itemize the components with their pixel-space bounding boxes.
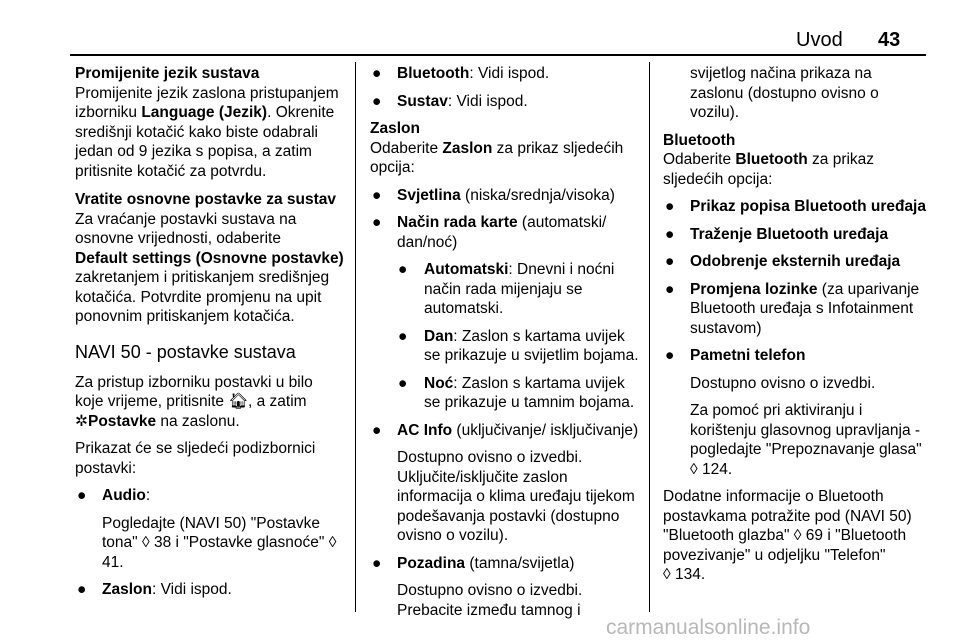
section-heading: Bluetooth — [663, 131, 736, 149]
page-ref-arrow-icon: ◊ — [141, 534, 150, 551]
menu-term: Bluetooth — [735, 151, 808, 168]
text: (tamna/svijetla) — [465, 554, 575, 572]
section-heading: Promijenite jezik sustava — [75, 65, 260, 82]
page-ref-arrow-icon: ◊ — [328, 534, 337, 551]
column-divider — [355, 62, 356, 612]
item-label: Sustav — [397, 92, 448, 110]
list-item — [370, 421, 640, 441]
column-3 — [663, 64, 928, 585]
home-icon: 🏠︎ — [228, 393, 249, 410]
bullet-icon: ● — [665, 198, 675, 215]
list-item — [370, 92, 640, 112]
paragraph — [370, 139, 640, 178]
bullet-icon: ● — [372, 554, 382, 572]
item-label: Svjetlina — [397, 186, 461, 204]
bullet-icon: ● — [77, 487, 87, 504]
item-label: Dan — [424, 327, 454, 345]
section-heading: Vratite osnovne postavke za sustav — [75, 191, 337, 208]
bullet-icon: ● — [372, 92, 382, 110]
text: (niska/srednja/visoka) — [460, 186, 615, 204]
bullet-icon: ● — [665, 253, 675, 270]
list-item — [75, 580, 345, 600]
menu-term: Zaslon — [442, 139, 493, 157]
item-label: Odobrenje eksternih uređaja — [690, 253, 901, 270]
list-item — [370, 186, 640, 206]
bullet-icon: ● — [77, 581, 87, 598]
list-item — [663, 280, 928, 339]
bullet-icon: ● — [372, 186, 382, 204]
menu-term: Postavke — [88, 412, 157, 430]
text: : Vidi ispod. — [151, 581, 232, 598]
watermark: carmanualsonline.info — [606, 616, 811, 639]
bullet-icon: ● — [398, 374, 408, 392]
text: Za pristup izborniku postavki u bilo koje vrijeme, pritisnite — [75, 373, 313, 410]
paragraph — [663, 487, 928, 585]
list-item — [370, 64, 640, 84]
page-ref-arrow-icon: ◊ — [793, 527, 802, 544]
menu-term: Language (Jezik) — [141, 104, 268, 121]
bullet-icon: ● — [372, 421, 382, 439]
paragraph — [75, 84, 345, 182]
text: (za uparivanje Bluetooth uređaja s Infotainment sustavom) — [690, 280, 920, 337]
list-item — [75, 486, 345, 506]
item-label: Traženje Bluetooth uređaja — [690, 225, 889, 243]
list-item — [370, 554, 640, 574]
list-item — [663, 197, 928, 217]
settings-gear-icon: ✲ — [75, 412, 88, 430]
item-label: Bluetooth — [397, 65, 470, 82]
text: : Vidi ispod. — [469, 65, 550, 82]
list-item — [663, 225, 928, 245]
bullet-icon: ● — [398, 261, 408, 278]
column-1 — [75, 64, 345, 608]
text: , a zatim — [248, 393, 307, 410]
paragraph: Prikazat će se sljedeći podizbornici postavki: — [75, 440, 316, 477]
header-title: Uvod — [796, 29, 843, 51]
bullet-icon: ● — [665, 280, 675, 298]
text: Za vraćanje postavki sustava na osnovne vrijednosti, odaberite — [75, 210, 297, 247]
text: . Okrenite središnji kotačić kako biste odabrali jedan od 9 jezika s popisa, a zatim pritisnite kotačić za potvrdu. — [75, 104, 335, 180]
text: (automatski/ dan/noć) — [397, 214, 607, 251]
text: : Zaslon s kartama uvijek se prikazuje u svijetlim bojama. — [424, 327, 639, 364]
page-number: 43 — [878, 29, 901, 51]
paragraph — [75, 373, 345, 432]
text: 41. — [102, 553, 124, 571]
item-label: AC Info — [397, 421, 453, 439]
text: : Vidi ispod. — [447, 92, 528, 110]
list-item — [663, 346, 928, 366]
item-label: Automatski — [424, 261, 509, 278]
page-header — [0, 28, 960, 56]
bullet-icon: ● — [665, 225, 675, 243]
bullet-icon: ● — [372, 214, 382, 231]
column-divider — [649, 62, 650, 612]
sub-list-item — [370, 260, 640, 319]
text: Odaberite — [663, 151, 736, 168]
text: Za pomoć pri aktiviranju i korištenju glasovnog upravljanja - pogledajte "Prepoznavanje glasa" — [690, 402, 922, 458]
item-label: Audio — [102, 487, 146, 504]
item-label: Prikaz popisa Bluetooth uređaja — [690, 198, 926, 215]
text: zakretanjem i pritiskanjem središnjeg kotačića. Potvrdite promjenu na upit ponovnim pritiskanjem kotačića. — [75, 269, 330, 325]
item-label: Noć — [424, 374, 454, 392]
item-description — [75, 514, 345, 573]
column-2 — [370, 64, 640, 628]
text: : Dnevni i noćni način rada mijenjaju se automatski. — [424, 261, 615, 317]
text: 69 i "Bluetooth povezivanje" u odjeljku "Telefon" — [663, 527, 907, 564]
bullet-icon: ● — [372, 65, 382, 82]
text: Pogledajte (NAVI 50) "Postavke tona" — [102, 514, 321, 551]
page-ref-arrow-icon: ◊ — [690, 460, 698, 478]
text: (uključivanje/ isključivanje) — [452, 421, 639, 439]
list-item — [370, 213, 640, 252]
item-label: Pozadina — [397, 554, 466, 572]
text: Dodatne informacije o Bluetooth postavkama potražite pod (NAVI 50) "Bluetooth glazba" — [663, 488, 912, 544]
item-description — [663, 401, 928, 479]
item-description-continued: svijetlog načina prikaza na zaslonu (dostupno ovisno o vozilu). — [690, 65, 879, 121]
text: 38 i "Postavke glasnoće" — [149, 534, 329, 551]
item-label: Pametni telefon — [690, 347, 806, 364]
paragraph — [663, 150, 928, 189]
item-description: Dostupno ovisno o izvedbi. Prebacite između tamnog i — [397, 582, 583, 619]
text: za prikaz sljedećih opcija: — [370, 139, 624, 176]
text: Promijenite jezik zaslona pristupanjem izborniku — [75, 84, 339, 121]
bullet-icon: ● — [398, 327, 408, 345]
sub-list-item — [370, 374, 640, 413]
menu-term: Default settings (Osnovne postavke) — [75, 249, 344, 267]
paragraph — [75, 210, 345, 327]
section-heading: Zaslon — [370, 120, 420, 137]
item-description: Dostupno ovisno o izvedbi. Uključite/isključite zaslon informacija o klima uređaju tijekom podešavanja postavki (dostupno ovisno o vozilu). — [397, 449, 635, 544]
text: na zaslonu. — [156, 412, 240, 430]
item-label: Način rada karte — [397, 214, 518, 231]
list-item — [663, 252, 928, 272]
section-title: NAVI 50 - postavke sustava — [75, 341, 296, 362]
sub-list-item — [370, 327, 640, 366]
text: Odaberite — [370, 139, 443, 157]
text: za prikaz sljedećih opcija: — [663, 151, 875, 188]
text: 134. — [670, 566, 706, 583]
text: 124. — [697, 460, 733, 478]
item-label: Promjena lozinke — [690, 280, 818, 298]
page-ref-arrow-icon: ◊ — [663, 566, 671, 583]
item-description: Dostupno ovisno o izvedbi. — [690, 374, 876, 392]
item-label: Zaslon — [102, 581, 152, 598]
text: : — [145, 487, 151, 504]
header-rule — [70, 54, 926, 56]
text: : Zaslon s kartama uvijek se prikazuje u tamnim bojama. — [424, 374, 635, 411]
bullet-icon: ● — [665, 347, 675, 364]
